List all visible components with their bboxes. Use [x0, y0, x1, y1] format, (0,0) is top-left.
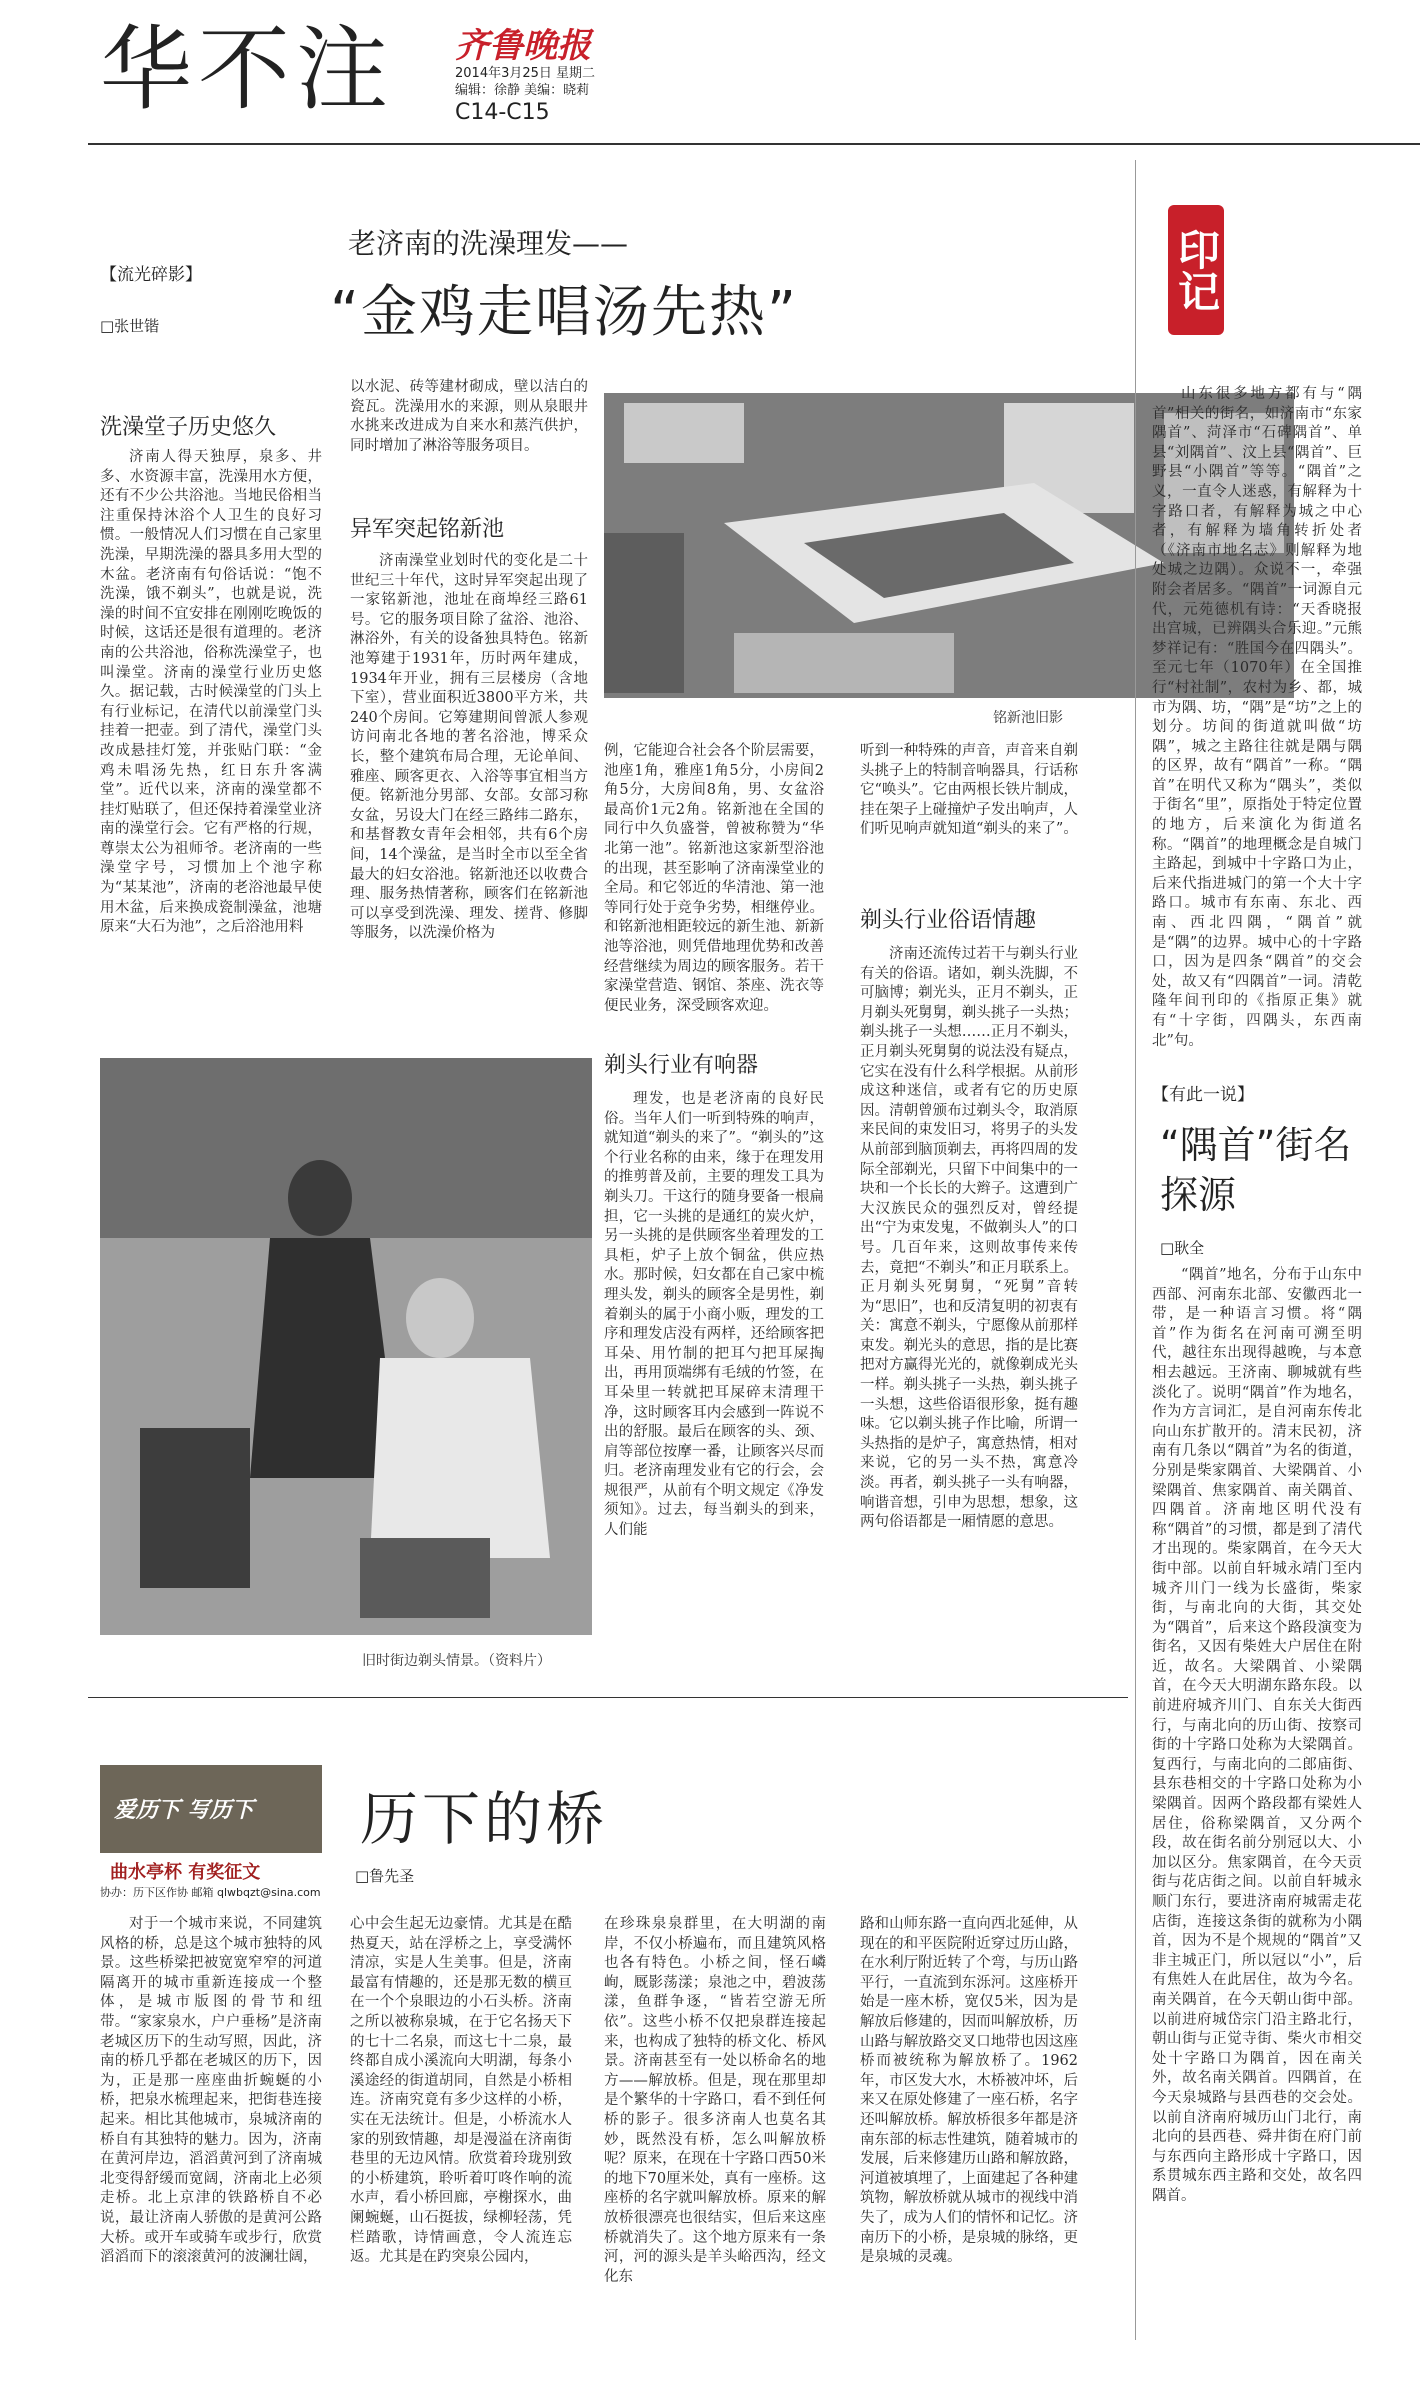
page-title: 华不注: [100, 16, 395, 123]
section-body: 以水泥、砖等建材砌成，壁以洁白的瓷瓦。洗澡用水的来源，则从泉眼井水挑来改进成为自来水和蒸汽供护，同时增加了淋浴等服务项目。: [350, 379, 588, 454]
contest-banner: [100, 1765, 322, 1853]
section-title: 异军突起铭新池: [350, 517, 505, 542]
section-body: 济南还流传过若干与剃头行业有关的俗语。诸如，剃头洗脚，不可脑博；剃光头，正月不剃头，正月剃头死舅舅，剃头挑子一头热；剃头挑子一头想……正月不剃头，正月剃头死舅舅的说法没有疑点，它实在没有什么科学根据。从前形成这种迷信，或者有它的历史原因。清朝曾颁布过剃头令，取消原来民间的束发旧习，将男子的头发从前部到脑顶剃去，再将四周的发际全部剃光，只留下中间集中的一块和一个长长的大辫子。这遭到广大汉族民众的强烈反对，曾经提出“宁为束发鬼，不做剃头人”的口号。几百年来，这则故事传来传去，竟把“不剃头”和正月联系上。正月剃头死舅舅，“死舅”音转为“思旧”，也和反清复明的初衷有关：寓意不剃头，宁愿像从前那样束发。剃光头的意思，指的是比赛把对方赢得光光的，就像剃成光头一样。剃头挑子一头热，剃头挑子一头想，这些俗语很形象，挺有趣味。它以剃头挑子作比喻，所谓一头热指的是炉子，寓意热情，相对来说，它的另一头不热，寓意冷淡。再者，剃头挑子一头有响器，响谐音想，引申为思想，想象，这两句俗语都是一厢情愿的意思。: [860, 946, 1078, 1531]
contest-sponsor: 协办：历下区作协 邮箱 qlwbqzt@sina.com: [100, 1886, 321, 1899]
barber-illustration: [100, 1058, 592, 1635]
section-title: 剃头行业俗语情趣: [860, 908, 1037, 933]
section-body: 听到一种特殊的声音，声音来自剃头挑子上的特制音响器具，行话称它“唤头”。它由两根长铁片制成，挂在架子上碰撞炉子发出响声，人们听见响声就知道“剃头的来了”。: [860, 743, 1078, 838]
section-body: 济南澡堂业划时代的变化是二十世纪三十年代，这时异军突起出现了一家铭新池，池址在商埠经三路61号。它的服务项目除了盆浴、池浴、淋浴外，有关的设备独具特色。铭新池筹建于1931年，历时两年建成，1934年开业，拥有三层楼房（含地下室），营业面积近3800平方米，共240个房间。它筹建期间曾派人参观访问南北各地的著名浴池，博采众长，整个建筑布局合理，无论单间、雅座、顾客更衣、入浴等事宜相当方便。铭新池分男部、女部。女部习称女盆，另设大门在经三路纬二路东，和基督教女青年会相邻，共有6个房间，14个澡盆，是当时全市以至全省最大的妇女浴池。铭新池还以收费合理、服务热情著称，顾客们在铭新池可以享受到洗澡、理发、搓背、修脚等服务，以洗澡价格为: [350, 553, 588, 942]
vertical-divider: [1135, 160, 1136, 2340]
intro-text: 山东很多地方都有与“隅首”相关的街名，如济南市“东家隅首”、菏泽市“石碑隅首”、单县“刘隅首”、汶上县“隅首”、巨野县“小隅首”等等。“隅首”之义，一直令人迷惑，有解释为十字路口者，有解释为城之中心者，有解释为墙角转折处者（《济南市地名志》则解释为地处城之边隅）。众说不一，牵强附会者居多。“隅首”一词源自元代，元苑德机有诗：“天香晓报出宫城，已辨隅头合乐迎。”元熊梦祥记有：“胜国今在四隅头”。至元七年（1070年）在全国推行“村社制”，农村为乡、都，城市为隅、坊，“隅”是“坊”之上的划分。坊间的街道就叫做“坊隅”，城之主路往往就是隅与隅的区界，故有“隅首”一称。“隅首”在明代又称为“隅头”，类似于街名“里”，原指处于特定位置的地方，后来演化为街道名称。“隅首”的地理概念是自城门主路起，到城中十字路口为止，后来代指进城门的第一个大十字路口。城市有东南、东北、西南、西北四隅，“隅首”就是“隅”的边界。城中心的十字路口，因为是四条“隅首”的交会处，故又有“四隅首”一词。清乾隆年间刊印的《指原正集》就有“十字街，四隅头，东西南北”句。: [1152, 386, 1362, 1049]
photo-caption: 铭新池旧影: [993, 710, 1063, 726]
article-column: 对于一个城市来说，不同建筑风格的桥，总是这个城市独特的风景。这些桥梁把被宽宽窄窄的河道隔离开的城市重新连接成一个整体，是城市版图的骨节和纽带。“家家泉水，户户垂杨”是济南老城区历下的生动写照，因此，济南的桥几乎都在老城区的历下，因为，正是那一座座曲折蜿蜒的小桥，把泉水梳理起来，把街巷连接起来。相比其他城市，泉城济南的桥自有其独特的魅力。因为，济南在黄河岸边，滔滔黄河到了济南城北变得舒缓而宽阔，济南北上必须走桥。北上京津的铁路桥自不必说，最让济南人骄傲的是黄河公路大桥。或开车或骑车或步行，欣赏滔滔而下的滚滚黄河的波澜壮阔，: [100, 1916, 322, 2266]
article-headline: 历下的桥: [360, 1785, 609, 1853]
contest-title: 曲水亭杯 有奖征文: [110, 1862, 261, 1883]
editor-credits: 编辑：徐静 美编：晓莉: [455, 83, 590, 98]
byline: □耿全: [1160, 1239, 1205, 1257]
section-stamp: 印记: [1168, 205, 1224, 335]
article-kicker: 老济南的洗澡理发——: [348, 227, 629, 260]
section-divider: [88, 1697, 1128, 1698]
sidebar-body: “隅首”地名，分布于山东中西部、河南东北部、安徽西北一带，是一种语言习惯。将“隅首”作为街名在河南可溯至明代，越往东出现得越晚，与本意相去越远。王济南、聊城就有些淡化了。说明“隅首”作为地名，作为方言词汇，是自河南东传北向山东扩散开的。清末民初，济南有几条以“隅首”为名的街道，分别是柴家隅首、大梁隅首、小梁隅首、焦家隅首、南关隅首、四隅首。济南地区明代没有称“隅首”的习惯，都是到了清代才出现的。柴家隅首，在今天大街中部。以前自轩城永靖门至内城齐川门一线为长盛街，柴家街，与南北向的大街，其交处为“隅首”，后来这个路段演变为街名，又因有柴姓大户居住在附近，故名。大梁隅首、小梁隅首，在今天大明湖东路东段。以前进府城齐川门、自东关大街西行，与南北向的历山街、按察司街的十字路口处称为大梁隅首。复西行，与南北向的二郎庙街、县东巷相交的十字路口处称为小梁隅首。因两个路段都有梁姓人居住，俗称梁隅首，又分两个段，故在街名前分别冠以大、小加以区分。焦家隅首，在今天贡街与花店街之间。以前自轩城永顺门东行，要进济南府城需走花店街，连接这条街的就称为小隅首，因为不是个规规的“隅首”又非主城正门，所以冠以“小”，后有焦姓人在此居住，故为今名。南关隅首，在今天朝山街中部。以前进府城岱宗门沿主路北行，朝山街与正觉寺街、柴火市相交处十字路口为隅首，因在南关外，故名南关隅首。四隅首，在今天泉城路与县西巷的交会处。以前自济南府城历山门北行，南北向的县西巷、舜井街在府门前与东西向主路形成十字路口，因系贯城东西主路和交处，故名四隅首。: [1152, 1267, 1362, 2204]
barber-photo: [100, 1058, 592, 1635]
masthead-rule: [88, 143, 1420, 145]
article-column: 在珍珠泉泉群里，在大明湖的南岸，不仅小桥遍布，而且建筑风格也各有特色。小桥之间，怪石嶙峋，厩影荡漾；泉池之中，碧波荡漾，鱼群争逐，“皆若空游无所依”。这些小桥不仅把泉群连接起来，也构成了独特的桥文化、桥风景。济南甚至有一处以桥命名的地方——解放桥。但是，现在那里却是个繁华的十字路口，看不到任何桥的影子。很多济南人也莫名其妙，既然没有桥，怎么叫解放桥呢？原来，在现在十字路口西50米的地下70厘米处，真有一座桥。这座桥的名字就叫解放桥。原来的解放桥很漂亮也很结实，但后来这座桥就消失了。这个地方原来有一条河，河的源头是羊头峪西沟，经文化东: [604, 1916, 826, 2285]
section-title: 洗澡堂子历史悠久: [100, 415, 277, 440]
article-column: 路和山师东路一直向西北延伸，从现在的和平医院附近穿过历山路，在水利厅附近转了个弯，与历山路平行，一直流到东泺河。这座桥开始是一座木桥，宽仅5米，因为是解放后修建的，因而叫解放桥，历山路与解放路交叉口地带也因这座桥而被统称为解放桥了。1962年，市区发大水，木桥被冲坏，后来又在原处修建了一座石桥，名字还叫解放桥。解放桥很多年都是济南东部的标志性建筑，随着城市的发展，后来修建历山路和解放路，河道被填埋了，上面建起了各种建筑物，解放桥就从城市的视线中消失了，成为人们的情怀和记忆。济南历下的小桥，是泉城的脉络，更是泉城的灵魂。: [860, 1916, 1078, 2266]
section-body: 例，它能迎合社会各个阶层需要，池座1角，雅座1角5分，小房间2角5分，大房间8角，男、女盆浴最高价1元2角。铭新池在全国的同行中久负盛誉，曾被称赞为“华北第一池”。铭新池这家新型浴池的出现，甚至影响了济南澡堂业的全局。和它邻近的华清池、第一池等同行处于竞争劣势，相继停业。和铭新池相距较远的新生池、新新池等浴池，则凭借地理优势和改善经营继续为周边的顾客服务。若干家澡堂营造、钢馆、茶座、洗衣等便民业务，深受顾客欢迎。: [604, 743, 824, 1014]
newspaper-name: 齐鲁晚报: [455, 26, 591, 66]
byline: □张世锴: [100, 317, 160, 335]
section-body: 济南人得天独厚，泉多、井多、水资源丰富，洗澡用水方便，还有不少公共浴池。当地民俗相当注重保持沐浴个人卫生的良好习惯。一般情况人们习惯在自己家里洗澡，早期洗澡的器具多用大型的木盆。老济南有句俗话说：“饱不洗澡，饿不剃头”，也就是说，洗澡的时间不宜安排在刚刚吃晚饭的时候，这话还是很有道理的。老济南的公共浴池，俗称洗澡堂子，也叫澡堂。济南的澡堂行业历史悠久。据记载，古时候澡堂的门头上有行业标记，在清代以前澡堂门头挂着一把壶。到了清代，澡堂门头改成悬挂灯笼，并张贴门联：“金鸡未唱汤先热，红日东升客满堂”。近代以来，济南的澡堂都不挂灯贴联了，但还保持着澡堂业济南的澡堂行会。它有严格的行规，尊崇太公为祖师爷。老济南的一些澡堂字号，习惯加上个池字称为“某某池”，济南的老浴池最早使用木盆，后来换成瓷制澡盆，池塘原来“大石为池”，之后浴池用料: [100, 449, 322, 936]
column-tag: 【有此一说】: [1152, 1085, 1254, 1105]
section-title: 剃头行业有响器: [604, 1053, 759, 1078]
section-body: 理发，也是老济南的良好民俗。当年人们一听到特殊的响声，就知道“剃头的来了”。“剃头的”这个行业名称的由来，缘于在理发用的推剪普及前，主要的理发工具为剃头刀。干这行的随身要备一根扁担，它一头挑的是通红的炭火炉，另一头挑的是供顾客坐着理发的工具柜，炉子上放个铜盆，供应热水。那时候，妇女都在自己家中梳理头发，剃头的顾客全是男性，剃着剃头的属于小商小贩，理发的工序和理发店没有两样，还给顾客把耳朵、用竹制的把耳勺把耳屎掏出，再用顶端绑有毛绒的竹签，在耳朵里一转就把耳屎碎末清理干净，这时顾客耳内会感到一阵说不出的舒服。最后在顾客的头、颈、肩等部位按摩一番，让顾客兴尽而归。老济南理发业有它的行会，会规很严，从前有个明文规定《净发须知》。过去，每当剃头的到来，人们能: [604, 1091, 824, 1539]
article-column: 心中会生起无边豪情。尤其是在酷热夏天，站在浮桥之上，享受满怀清凉，实是人生美事。但是，济南最富有情趣的，还是那无数的横亘在一个个泉眼边的小石头桥。济南之所以被称泉城，在于它名扬天下的七十二名泉，而这七十二泉，最终都自成小溪流向大明湖，每条小溪途经的街道胡同，自然是小桥相连。济南究竟有多少这样的小桥，实在无法统计。但是，小桥流水人家的别致情趣，却是漫溢在济南街巷里的无边风情。欣赏着玲珑别致的小桥建筑，聆听着叮咚作响的流水声，看小桥回廊，亭榭探水，曲阑蜿蜒，山石挺拔，绿柳轻荡，凭栏踏歌，诗情画意，令人流连忘返。尤其是在趵突泉公园内，: [350, 1916, 572, 2266]
article-headline: “金鸡走唱汤先热”: [330, 280, 799, 345]
issue-date: 2014年3月25日 星期二: [455, 66, 596, 81]
sidebar-headline: “隅首”街名探源: [1160, 1123, 1352, 1217]
column-tag: 【流光碎影】: [100, 265, 202, 285]
page-numbers: C14-C15: [455, 100, 550, 125]
byline: □鲁先圣: [355, 1867, 415, 1885]
photo-caption: 旧时街边剃头情景。（资料片）: [362, 1653, 551, 1669]
contest-slogan: 爱历下 写历下: [114, 1797, 254, 1823]
